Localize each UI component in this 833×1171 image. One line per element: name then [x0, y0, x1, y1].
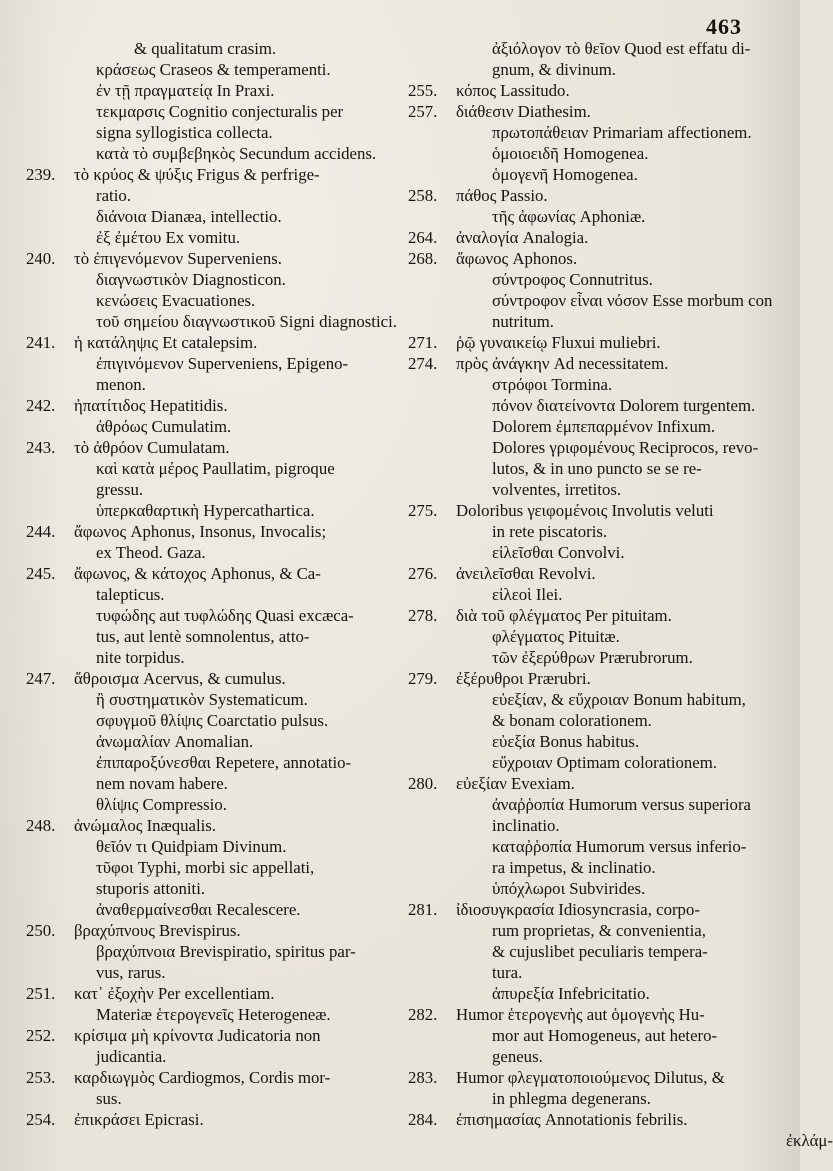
entry-text: ἄθροισμα Acervus, & cumulus. — [74, 669, 286, 688]
entry-number: 264. — [408, 228, 438, 247]
entry-text: ἰδιοσυγκρασία Idiosyncrasia, corpo- — [456, 900, 700, 919]
entry-text: ἐπιπαροξύνεσθαι Repetere, annotatio- — [96, 753, 352, 772]
entry-text: ἐξέρυθροι Prærubri. — [456, 669, 591, 688]
text-line — [408, 521, 792, 542]
entry-text: talepticus. — [96, 585, 165, 604]
entry-text: ἐπιγινόμενον Superveniens, Epigeno- — [96, 354, 349, 373]
entry-number: 243. — [26, 438, 56, 457]
entry-text: πάθος Passio. — [456, 186, 548, 205]
entry-text: ἀνωμαλίαν Anomalian. — [96, 732, 254, 751]
entry-text: inclinatio. — [492, 816, 560, 835]
entry-text: & cujuslibet peculiaris tempera- — [492, 942, 708, 961]
entry-text: ex Theod. Gaza. — [96, 543, 206, 562]
text-line — [26, 689, 406, 710]
entry-text: lutos, & in uno puncto se se re- — [492, 459, 702, 478]
text-line — [26, 122, 406, 143]
entry-text: nutritum. — [492, 312, 554, 331]
text-line — [26, 1025, 406, 1046]
entry-text: σύντροφος Connutritus. — [492, 270, 653, 289]
entry-text: ἀναθερμαίνεσθαι Recalescere. — [96, 900, 301, 919]
text-line — [408, 668, 792, 689]
entry-text: διάνοια Dianæa, intellectio. — [96, 207, 282, 226]
text-line — [408, 416, 792, 437]
text-line — [26, 479, 406, 500]
entry-text: πρὸς ἀνάγκην Ad necessitatem. — [456, 354, 669, 373]
text-line — [408, 857, 792, 878]
text-line — [408, 332, 792, 353]
entry-text: ὁμογενῆ Homogenea. — [492, 165, 638, 184]
entry-text: ὁμοιοειδῆ Homogenea. — [492, 144, 649, 163]
text-line — [26, 332, 406, 353]
text-line — [408, 311, 792, 332]
text-line — [26, 773, 406, 794]
entry-text: menon. — [96, 375, 146, 394]
text-line — [26, 647, 406, 668]
entry-text: κατ᾽ ἐξοχὴν Per excellentiam. — [74, 984, 275, 1003]
entry-text: ἀνώμαλος Inæqualis. — [74, 816, 217, 835]
entry-text: εὐεξία Bonus habitus. — [492, 732, 640, 751]
entry-text: στρόφοι Tormina. — [492, 375, 613, 394]
text-line — [26, 752, 406, 773]
text-line — [408, 59, 792, 80]
text-line — [26, 374, 406, 395]
entry-text: βραχύπνοια Brevispiratio, spiritus par- — [96, 942, 356, 961]
text-line — [26, 983, 406, 1004]
text-line — [408, 773, 792, 794]
text-line — [408, 500, 792, 521]
text-line — [26, 1109, 406, 1130]
entry-text: διὰ τοῦ φλέγματος Per pituitam. — [456, 606, 672, 625]
text-line — [408, 80, 792, 101]
entry-number: 279. — [408, 669, 438, 688]
entry-number: 275. — [408, 501, 438, 520]
text-line — [26, 710, 406, 731]
text-line — [26, 311, 406, 332]
text-line — [408, 983, 792, 1004]
entry-text: φλέγματος Pituitæ. — [492, 627, 620, 646]
entry-text: ἐπικράσει Epicrasi. — [74, 1110, 204, 1129]
entry-number: 251. — [26, 984, 56, 1003]
text-line — [26, 941, 406, 962]
entry-text: ἀναλογία Analogia. — [456, 228, 589, 247]
entry-number: 257. — [408, 102, 438, 121]
entry-text: ra impetus, & inclinatio. — [492, 858, 656, 877]
entry-text: ὑπερκαθαρτικὴ Hypercathartica. — [96, 501, 315, 520]
entry-text: εὐεξίαν, & εὔχροιαν Bonum habitum, — [492, 690, 746, 709]
entry-text: τεκμαρσις Cognitio conjecturalis per — [96, 102, 344, 121]
text-line — [26, 38, 406, 59]
entry-number: 283. — [408, 1068, 438, 1087]
entry-text: κράσεως Craseos & temperamenti. — [96, 60, 331, 79]
text-line — [26, 353, 406, 374]
entry-text: ἡ κατάληψις Et catalepsim. — [74, 333, 258, 352]
text-line — [26, 395, 406, 416]
text-line — [26, 878, 406, 899]
entry-text: τὸ ἐπιγενόμενον Superveniens. — [74, 249, 282, 268]
text-line — [26, 899, 406, 920]
text-line — [408, 647, 792, 668]
text-line — [408, 899, 792, 920]
entry-text: ἄφωνος, & κάτοχος Aphonus, & Ca- — [74, 564, 321, 583]
text-line — [26, 416, 406, 437]
text-line — [408, 542, 792, 563]
text-line — [26, 437, 406, 458]
text-line — [408, 1088, 792, 1109]
text-line — [408, 584, 792, 605]
entry-text: ἠπατίτιδος Hepatitidis. — [74, 396, 228, 415]
entry-text: geneus. — [492, 1047, 543, 1066]
text-line — [408, 794, 792, 815]
text-line — [26, 248, 406, 269]
entry-text: ἢ συστηματικὸν Systematicum. — [96, 690, 308, 709]
entry-text: ἀπυρεξία Infebricitatio. — [492, 984, 650, 1003]
text-line — [26, 269, 406, 290]
text-line — [26, 857, 406, 878]
entry-number: 242. — [26, 396, 56, 415]
text-line — [408, 269, 792, 290]
text-line — [26, 542, 406, 563]
text-line — [26, 1067, 406, 1088]
text-line — [408, 290, 792, 311]
text-line — [26, 290, 406, 311]
entry-number: 254. — [26, 1110, 56, 1129]
text-line — [26, 836, 406, 857]
entry-text: ἐκλάμ- — [786, 1131, 833, 1150]
entry-text: gressu. — [96, 480, 144, 499]
entry-text: in rete piscatoris. — [492, 522, 608, 541]
entry-text: ἄφωνος Aphonos. — [456, 249, 578, 268]
entry-text: τῦφοι Typhi, morbi sic appellati, — [96, 858, 315, 877]
text-line — [408, 1067, 792, 1088]
text-line — [26, 206, 406, 227]
entry-number: 278. — [408, 606, 438, 625]
text-line — [408, 101, 792, 122]
text-line — [26, 605, 406, 626]
entry-text: rum proprietas, & convenientia, — [492, 921, 706, 940]
entry-text: ἄφωνος Aphonus, Insonus, Invocalis; — [74, 522, 327, 541]
text-line — [408, 752, 792, 773]
entry-text: volventes, irretitos. — [492, 480, 622, 499]
entry-text: nite torpidus. — [96, 648, 185, 667]
text-line — [408, 185, 792, 206]
entry-text: τὸ ἀθρόον Cumulatam. — [74, 438, 230, 457]
text-line — [408, 248, 792, 269]
text-line — [408, 1130, 833, 1151]
entry-number: 276. — [408, 564, 438, 583]
text-line — [408, 122, 792, 143]
text-line — [408, 1004, 792, 1025]
entry-text: ἀνειλεῖσθαι Revolvi. — [456, 564, 596, 583]
page-number: 463 — [706, 14, 742, 39]
entry-text: τῶν ἐξερύθρων Prærubrorum. — [492, 648, 693, 667]
entry-number: 274. — [408, 354, 438, 373]
text-line — [26, 59, 406, 80]
entry-text: τὸ κρύος & ψύξις Frigus & perfrige- — [74, 165, 320, 184]
entry-number: 268. — [408, 249, 438, 268]
entry-text: θλίψις Compressio. — [96, 795, 227, 814]
entry-number: 255. — [408, 81, 438, 100]
entry-number: 284. — [408, 1110, 438, 1129]
entry-number: 244. — [26, 522, 56, 541]
text-line — [26, 584, 406, 605]
text-line — [26, 80, 406, 101]
entry-text: καὶ κατὰ μέρος Paullatim, pigroque — [96, 459, 335, 478]
entry-number: 248. — [26, 816, 56, 835]
entry-text: σφυγμοῦ θλίψις Coarctatio pulsus. — [96, 711, 329, 730]
entry-text: mor aut Homogeneus, aut hetero- — [492, 1026, 718, 1045]
text-line — [408, 878, 792, 899]
entry-text: & bonam colorationem. — [492, 711, 652, 730]
text-line — [26, 920, 406, 941]
entry-number: 245. — [26, 564, 56, 583]
entry-text: tura. — [492, 963, 523, 982]
right-column — [408, 38, 833, 1151]
entry-text: τοῦ σημείου διαγνωστικοῦ Signi diagnostici. — [96, 312, 397, 331]
entry-text: signa syllogistica collecta. — [96, 123, 273, 142]
text-line — [408, 941, 792, 962]
entry-text: Dolores γριφομένους Reciprocos, revo- — [492, 438, 759, 457]
entry-text: διάθεσιν Diathesim. — [456, 102, 591, 121]
entry-text: ἀναῤῥοπία Humorum versus superiora — [492, 795, 751, 814]
text-line — [26, 143, 406, 164]
text-line — [408, 563, 792, 584]
entry-text: stuporis attoniti. — [96, 879, 206, 898]
text-line — [408, 920, 792, 941]
entry-number: 239. — [26, 165, 56, 184]
text-line — [26, 1046, 406, 1067]
entry-text: πόνον διατείνοντα Dolorem turgentem. — [492, 396, 756, 415]
entry-text: ῥῷ γυναικείῳ Fluxui muliebri. — [456, 333, 661, 352]
text-line — [26, 500, 406, 521]
text-line — [26, 458, 406, 479]
entry-text: εἰλεοὶ Ilei. — [492, 585, 563, 604]
entry-text: Doloribus γειφομένοις Involutis veluti — [456, 501, 714, 520]
text-line — [408, 1109, 792, 1130]
entry-text: ἀθρόως Cumulatim. — [96, 417, 232, 436]
entry-text: gnum, & divinum. — [492, 60, 616, 79]
entry-text: sus. — [96, 1089, 122, 1108]
entry-text: judicantia. — [96, 1047, 167, 1066]
entry-text: εἰλεῖσθαι Convolvi. — [492, 543, 625, 562]
entry-text: τῆς ἀφωνίας Aphoniæ. — [492, 207, 646, 226]
entry-number: 258. — [408, 186, 438, 205]
text-line — [26, 1004, 406, 1025]
text-line — [408, 458, 792, 479]
text-line — [408, 143, 792, 164]
entry-number: 247. — [26, 669, 56, 688]
text-line — [26, 101, 406, 122]
text-line — [408, 227, 792, 248]
text-line — [26, 227, 406, 248]
entry-text: ἀξιόλογον τὸ θεῖον Quod est effatu di- — [492, 39, 751, 58]
entry-text: διαγνωστικὸν Diagnosticon. — [96, 270, 286, 289]
text-line — [408, 374, 792, 395]
text-line — [408, 731, 792, 752]
text-line — [408, 164, 792, 185]
entry-text: εὐεξίαν Evexiam. — [456, 774, 575, 793]
entry-text: ἐπισημασίας Annotationis febrilis. — [456, 1110, 688, 1129]
text-line — [408, 479, 792, 500]
entry-text: Dolorem ἐμπεπαρμένον Infixum. — [492, 417, 716, 436]
text-line — [408, 1046, 792, 1067]
entry-text: Materiæ ἑτερογενεῖς Heterogeneæ. — [96, 1005, 331, 1024]
entry-text: θεῖόν τι Quidpiam Divinum. — [96, 837, 287, 856]
text-line — [408, 815, 792, 836]
text-line — [408, 962, 792, 983]
entry-text: σύντροφον εἶναι νόσον Esse morbum con — [492, 291, 773, 310]
left-column — [26, 38, 406, 1130]
entry-text: Humor φλεγματοποιούμενος Dilutus, & — [456, 1068, 725, 1087]
entry-text: κρίσιμα μὴ κρίνοντα Judicatoria non — [74, 1026, 321, 1045]
entry-text: vus, rarus. — [96, 963, 166, 982]
text-line — [26, 1088, 406, 1109]
entry-text: & qualitatum crasim. — [134, 39, 277, 58]
text-line — [408, 353, 792, 374]
entry-number: 240. — [26, 249, 56, 268]
text-line — [408, 395, 792, 416]
entry-text: εὔχροιαν Optimam colorationem. — [492, 753, 717, 772]
entry-number: 280. — [408, 774, 438, 793]
text-line — [408, 38, 792, 59]
entry-text: βραχύπνους Brevispirus. — [74, 921, 241, 940]
entry-text: ratio. — [96, 186, 131, 205]
entry-number: 253. — [26, 1068, 56, 1087]
text-line — [408, 437, 792, 458]
text-line — [408, 206, 792, 227]
entry-text: in phlegma degenerans. — [492, 1089, 651, 1108]
entry-number: 250. — [26, 921, 56, 940]
entry-text: καταῤῥοπία Humorum versus inferio- — [492, 837, 747, 856]
entry-text: κατὰ τὸ συμβεβηκὸς Secundum accidens. — [96, 144, 377, 163]
text-line — [26, 185, 406, 206]
entry-text: κόπος Lassitudo. — [456, 81, 570, 100]
entry-text: nem novam habere. — [96, 774, 228, 793]
text-line — [26, 794, 406, 815]
entry-number: 271. — [408, 333, 438, 352]
entry-text: τυφώδης aut τυφλώδης Quasi excæca- — [96, 606, 354, 625]
text-line — [26, 962, 406, 983]
text-line — [408, 626, 792, 647]
entry-text: κενώσεις Evacuationes. — [96, 291, 256, 310]
entry-text: tus, aut lentè somnolentus, atto- — [96, 627, 310, 646]
text-line — [408, 710, 792, 731]
text-line — [408, 605, 792, 626]
entry-number: 241. — [26, 333, 56, 352]
text-line — [408, 689, 792, 710]
entry-text: ὑπόχλωροι Subvirides. — [492, 879, 646, 898]
entry-text: ἐξ ἐμέτου Ex vomitu. — [96, 228, 241, 247]
text-line — [26, 164, 406, 185]
text-line — [408, 836, 792, 857]
entry-number: 252. — [26, 1026, 56, 1045]
entry-text: πρωτοπάθειαν Primariam affectionem. — [492, 123, 752, 142]
entry-text: Humor ἑτερογενὴς aut ὁμογενὴς Hu- — [456, 1005, 705, 1024]
text-line — [26, 563, 406, 584]
text-line — [26, 815, 406, 836]
text-line — [26, 731, 406, 752]
entry-text: ἐν τῇ πραγματείᾳ In Praxi. — [96, 81, 275, 100]
entry-number: 281. — [408, 900, 438, 919]
text-line — [26, 668, 406, 689]
entry-text: καρδιωγμὸς Cardiogmos, Cordis mor- — [74, 1068, 331, 1087]
entry-number: 282. — [408, 1005, 438, 1024]
text-line — [26, 626, 406, 647]
text-line — [408, 1025, 792, 1046]
text-line — [26, 521, 406, 542]
